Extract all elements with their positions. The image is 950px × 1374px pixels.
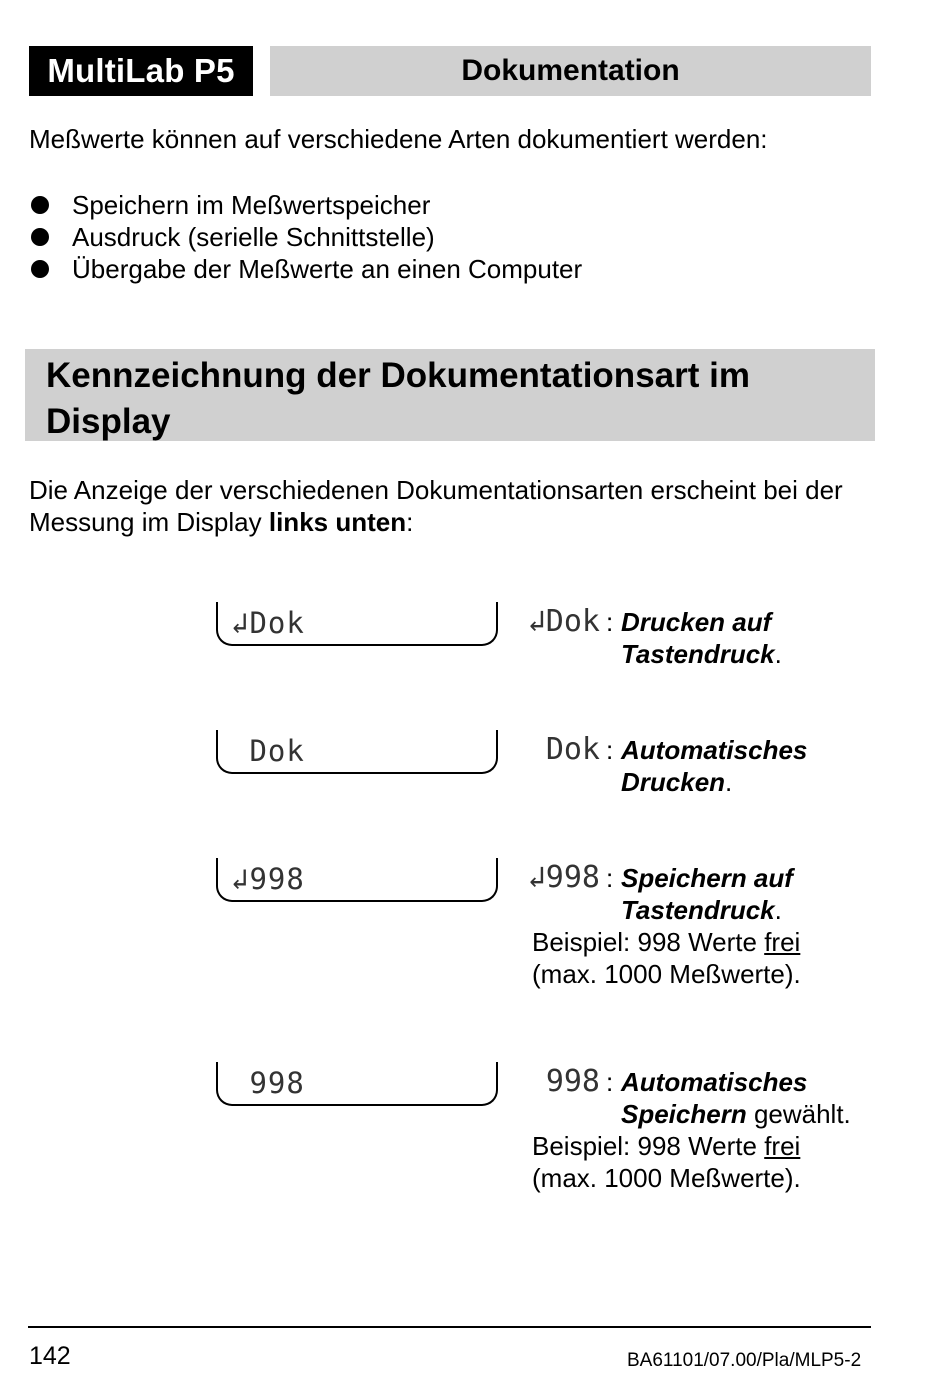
list-item	[29, 189, 582, 221]
display-description	[29, 474, 889, 538]
bullet-icon	[31, 228, 49, 246]
section-title-bar: Dokumentation	[270, 46, 871, 96]
mode-title-line: Automatisches	[621, 1067, 808, 1097]
example-prefix: Beispiel: 998 Werte	[532, 1131, 765, 1161]
list-item-label: Ausdruck (serielle Schnittstelle)	[72, 222, 435, 252]
brand-label: MultiLab P5	[29, 46, 253, 96]
mode-title-line: Drucken auf	[621, 607, 772, 637]
mode-title-line	[621, 1098, 921, 1130]
lcd-display-frame	[216, 1062, 498, 1106]
mode-title-line	[621, 766, 921, 798]
description-text: Die Anzeige der verschiedenen Dokumentationsarten erscheint bei der Messung im Display	[29, 475, 843, 537]
mode-title-text: Tastendruck	[621, 639, 775, 669]
colon: :	[606, 607, 614, 637]
mode-title-suffix: .	[774, 895, 782, 925]
section-heading	[25, 349, 875, 441]
display-symbol: Dok	[545, 732, 600, 767]
mode-title	[621, 1066, 921, 1130]
mode-title	[621, 862, 921, 926]
lcd-display-text: Dok	[231, 734, 305, 768]
colon: :	[606, 735, 614, 765]
list-item	[29, 221, 582, 253]
colon: :	[606, 863, 614, 893]
page-number: 142	[29, 1342, 71, 1370]
example-text	[532, 1130, 932, 1194]
example-line: (max. 1000 Meßwerte).	[532, 1163, 801, 1193]
description-emphasis: links unten	[268, 507, 407, 537]
mode-title-line: Automatisches	[621, 735, 808, 765]
example-text	[532, 926, 932, 990]
section-heading-line: Kennzeichnung der Dokumentationsart im	[46, 356, 750, 395]
list-item-label: Übergabe der Meßwerte an einen Computer	[72, 254, 583, 284]
list-item	[29, 253, 582, 285]
mode-title-suffix: .	[774, 639, 782, 669]
lcd-display-text: 998	[231, 1066, 305, 1100]
section-heading-line: Display	[46, 402, 171, 441]
intro-text: Meßwerte können auf verschiedene Arten dokumentiert werden:	[29, 124, 768, 154]
mode-title-line: Speichern auf	[621, 863, 793, 893]
display-symbol: ↲Dok	[527, 604, 600, 639]
example-line: (max. 1000 Meßwerte).	[532, 959, 801, 989]
example-line	[532, 1130, 932, 1162]
footer-divider	[28, 1326, 871, 1328]
mode-title-line	[621, 638, 921, 670]
example-prefix: Beispiel: 998 Werte	[532, 927, 765, 957]
document-code: BA61101/07.00/Pla/MLP5-2	[627, 1350, 862, 1371]
example-line	[532, 926, 932, 958]
lcd-display-frame	[216, 730, 498, 774]
mode-title-line	[621, 894, 921, 926]
mode-title-text: Drucken	[621, 767, 726, 797]
documentation-methods-list	[29, 189, 582, 285]
colon: :	[606, 1067, 614, 1097]
bullet-icon	[31, 260, 49, 278]
display-symbol: 998	[545, 1064, 600, 1099]
mode-title	[621, 606, 921, 670]
list-item-label: Speichern im Meßwertspeicher	[72, 190, 431, 220]
description-text: :	[406, 507, 414, 537]
mode-title	[621, 734, 921, 798]
mode-title-text: Speichern	[621, 1099, 747, 1129]
example-underlined: frei	[764, 1131, 801, 1161]
lcd-display-frame	[216, 858, 498, 902]
mode-title-suffix: .	[725, 767, 733, 797]
display-symbol: ↲998	[527, 860, 600, 895]
example-underlined: frei	[764, 927, 801, 957]
mode-title-suffix: gewählt.	[746, 1099, 851, 1129]
mode-title-text: Tastendruck	[621, 895, 775, 925]
lcd-display-frame	[216, 602, 498, 646]
lcd-display-text: ↲Dok	[231, 606, 305, 640]
bullet-icon	[31, 196, 49, 214]
lcd-display-text: ↲998	[231, 862, 305, 896]
